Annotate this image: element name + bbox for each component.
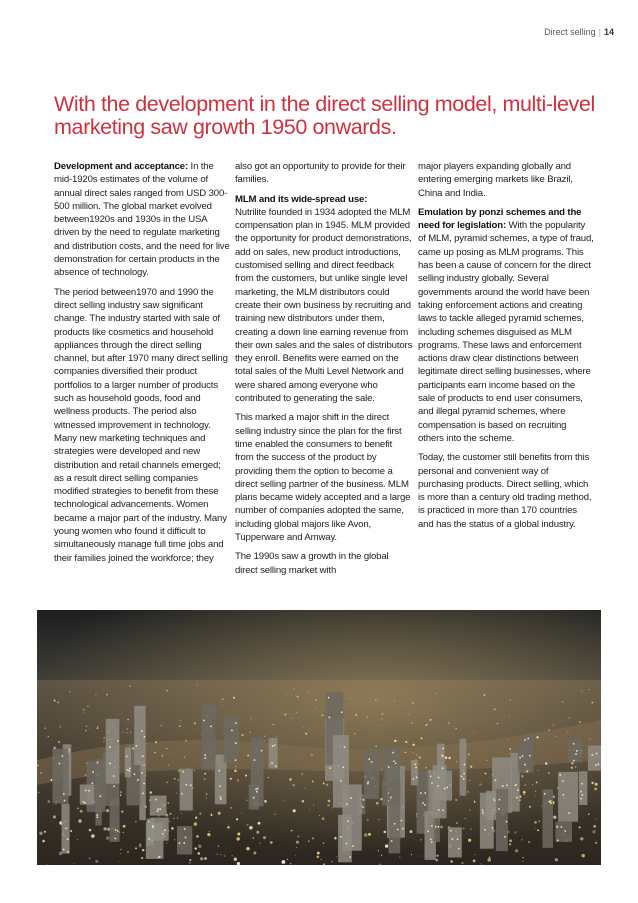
- paragraph: This marked a major shift in the direct selling industry since the plan for the first time enabled the consumers to benefit from the success of the product by providing them the option to become a direct selling partner of the business. MLM plans became widely accepted and a large number of companies adopted the same, including global majors like Avon, Tupperware and Amway.: [235, 412, 411, 544]
- paragraph: major players expanding globally and entering emerging markets like Brazil, China and India.: [418, 161, 573, 199]
- section-title: Direct selling: [544, 27, 596, 37]
- header-separator: |: [598, 27, 601, 37]
- paragraph-body: With the popularity of MLM, pyramid schemes, a type of fraud, came up posing as MLM programs. This has been a cause of concern for the direct selling industry globally. Several governments around the world have been taking enforcement actions and creating laws to tackle alleged pyramid schemes, including schemes disguised as MLM programs. These laws and enforcement actions draw clear distinctions between legitimate direct selling businesses, where participants earn income based on the sale of products to end user consumers, and illegal pyramid schemes, where compensation is based on recruiting others into the scheme.: [418, 220, 594, 444]
- paragraph: Today, the customer still benefits from this personal and convenient way of purchasing products. Direct selling, which is more than a century old trading method, is practiced in more than 170 countries and has the status of a global industry.: [418, 452, 592, 530]
- paragraph-body: Nutrilite founded in 1934 adopted the MLM compensation plan in 1945. MLM provided the opportunity for product demonstrations, add on sales, new product introductions, customised selling and direct feedback from the customers, but unlike single level marketing, the MLM distributors could create their own business by recruiting and training new distributors under them, creating a down line earning revenue from their own sales and the sales of distributors they enroll. Benefits were earned on the total sales of the Multi Level Network and were shared among everyone who contributed to generating the sale.: [235, 206, 413, 405]
- city-photo-illustration: [37, 610, 601, 865]
- paragraph: also got an opportunity to provide for their families.: [235, 161, 406, 186]
- night-city-aerial-photo: [37, 610, 601, 865]
- paragraph: [235, 193, 413, 406]
- text-column-2: [235, 160, 413, 583]
- text-column-3: [418, 160, 594, 537]
- paragraph-lead: MLM and its wide-spread use:: [235, 193, 368, 205]
- text-column-1: [54, 160, 230, 571]
- paragraph: [54, 160, 230, 280]
- paragraph: The 1990s saw a growth in the global direct selling market with: [235, 551, 389, 576]
- paragraph-lead: Emulation by ponzi schemes and the need for legislation:: [418, 206, 582, 232]
- paragraph-body: In the mid-1920s estimates of the volume of annual direct sales ranged from USD 300-500 million. The global market evolved between1920s and 1930s in the USA driven by the need to regulate marketing and distribution costs, and the need for live demonstration for certain products in the absence of technology.: [54, 161, 230, 279]
- page-headline: With the development in the direct selling model, multi-level marketing saw growth 1950 onwards.: [54, 92, 595, 139]
- paragraph-lead: Development and acceptance:: [54, 161, 189, 172]
- page-number: 14: [603, 27, 614, 37]
- paragraph: [418, 206, 594, 445]
- paragraph: The period between1970 and 1990 the direct selling industry saw significant change. The industry started with sale of products like cosmetics and household appliances through the direct selling channel, but after 1970 many direct selling companies diversified their product portfolios to a larger number of products such as household goods, food and wellness products. The period also witnessed improvement in technology. Many new marketing techniques and strategies were developed and new distribution and retail channels emerged; as a result direct selling companies modified strategies to benefit from these technological advancements. Women became a major part of the industry. Many young women who found it difficult to simultaneously manage full time jobs and their families joined the workforce; they: [54, 286, 228, 564]
- page-header: [544, 27, 614, 37]
